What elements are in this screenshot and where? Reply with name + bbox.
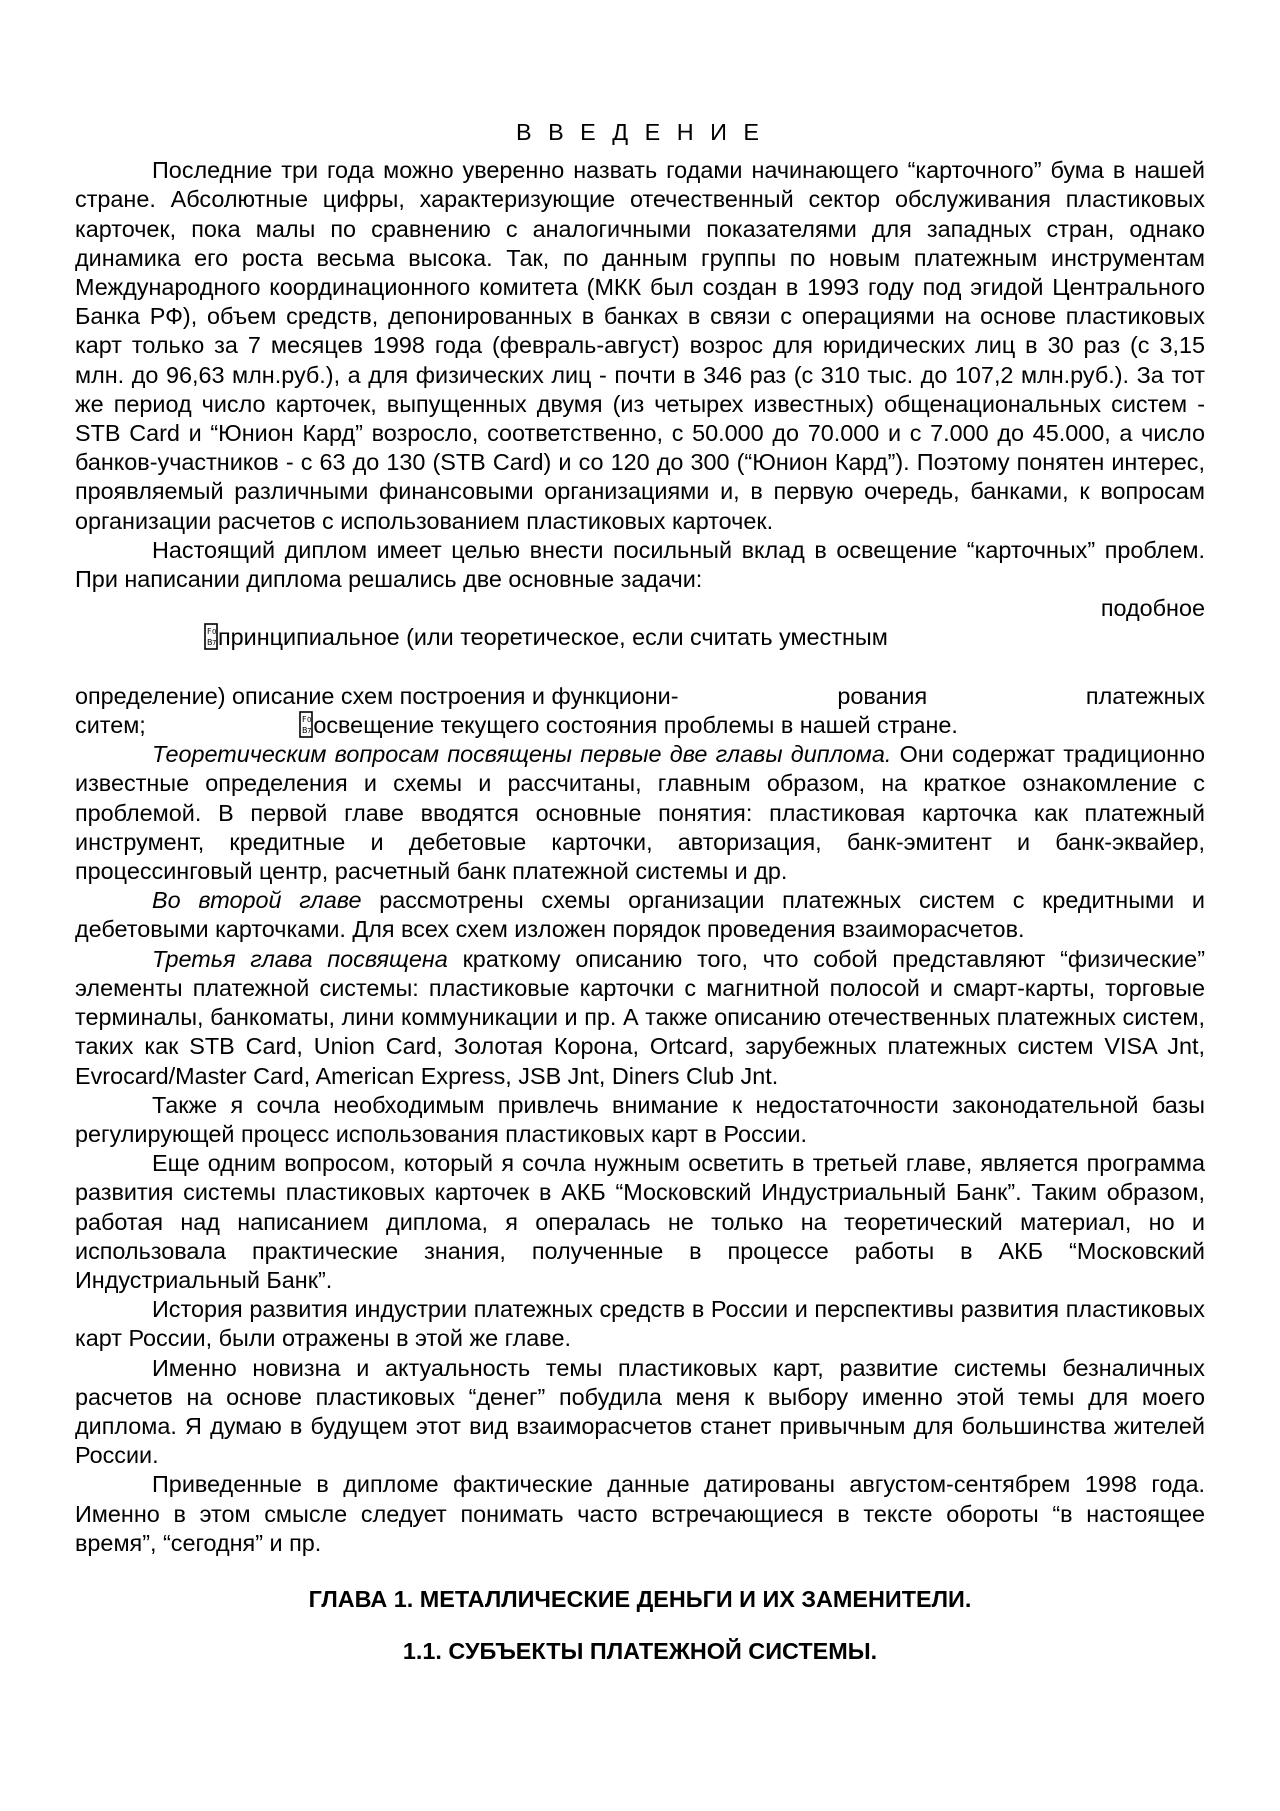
- missing-glyph-icon: [299, 711, 313, 738]
- task-line-3: [75, 711, 1205, 740]
- task-line-2: [75, 682, 1205, 711]
- paragraph-1: Последние три года можно уверенно назвать годами начинающего “карточного” бума в нашей стране. Абсолютные цифры, характеризующие отечественный сектор обслуживания пластиковых карточек, пока малы по сравнению с аналогичными показателями для западных стран, однако динамика его роста весьма высока. Так, по данным группы по новым платежным инструментам Международного координационного комитета (МКК был создан в 1993 году под эгидой Центрального Банка РФ), объем средств, депонированных в банках в связи с операциями на основе пластиковых карт только за 7 месяцев 1998 года (февраль-август) возрос для юридических лиц в 30 раз (с 3,15 млн. до 96,63 млн.руб.), а для физических лиц - почти в 346 раз (с 310 тыс. до 107,2 млн.руб.). За тот же период число карточек, выпущенных двумя (из четырех известных) общенациональных систем - STB Card и “Юнион Кард” возросло, соответственно, с 50.000 до 70.000 и с 7.000 до 45.000, а число банков-участников - с 63 до 130 (STB Card) и со 120 до 300 (“Юнион Кард”). Поэтому понятен интерес, проявляемый различными финансовыми организациями и, в первую очередь, банками, к вопросам организации расчетов с использованием пластиковых карточек.: [75, 157, 1205, 534]
- paragraph-4-lead: Во второй главе: [152, 887, 362, 914]
- task-1-text-f: ситем;: [75, 712, 146, 739]
- svg-text:B: B: [302, 726, 308, 736]
- svg-text:7: 7: [212, 639, 217, 648]
- section-heading: 1.1. СУБЪЕКТЫ ПЛАТЕЖНОЙ СИСТЕМЫ.: [402, 1638, 878, 1665]
- task-1-text-c: определение) описание схем построения и функциони-: [75, 682, 679, 709]
- paragraph-10: Приведенные в дипломе фактические данные датированы августом-сентябрем 1998 года. Именно в этом смысле следует понимать часто встречающиеся в тексте обороты “в настоящее время”, “сегодня” и пр.: [75, 1471, 1205, 1556]
- svg-text:F: F: [207, 627, 212, 637]
- svg-text:0: 0: [212, 628, 217, 637]
- svg-text:0: 0: [307, 716, 312, 725]
- task-list: [75, 594, 1205, 740]
- document-page: [75, 118, 1205, 1666]
- paragraph-7: Еще одним вопросом, который я сочла нужным осветить в третьей главе, является программа развития системы пластиковых карточек в АКБ “Московский Индустриальный Банк”. Таким образом, работая над написанием диплома, я опералась не только на теоретический материал, но и использовала практические знания, полученные в процессе работы в АКБ “Московский Индустриальный Банк”.: [75, 1150, 1205, 1293]
- task-1-text-b: подобное: [1100, 595, 1205, 622]
- paragraph-3-body: Они содержат традиционно известные определения и схемы и рассчитаны, главным образом, на краткое ознакомление с проблемой. В первой главе вводятся основные понятия: пластиковая карточка как платежный инструмент, кредитные и дебетовые карточки, авторизация, банк-эмитент и банк-эквайер, процессинговый центр, расчетный банк платежной системы и др.: [75, 741, 1205, 885]
- paragraph-6: Также я сочла необходимым привлечь внимание к недостаточности законодательной базы регулирующей процесс использования пластиковых карт в России.: [75, 1091, 1205, 1147]
- missing-glyph-icon: [204, 623, 218, 650]
- paragraph-9: Именно новизна и актуальность темы пластиковых карт, развитие системы безналичных расчетов на основе пластиковых “денег” побудила меня к выбору именно этой темы для моего диплома. Я думаю в будущем этот вид взаиморасчетов станет привычным для большинства жителей России.: [75, 1354, 1205, 1469]
- task-1-text-d: рования: [837, 682, 928, 709]
- paragraph-4-body: рассмотрены схемы организации платежных систем с кредитными и дебетовыми карточками. Для всех схем изложен порядок проведения взаиморасчетов.: [75, 887, 1205, 943]
- paragraph-5-body: краткому описанию того, что собой представляют “физические” элементы платежной системы: пластиковые карточки с магнитной полосой и смарт-карты, торговые терминалы, банкоматы, лини коммуникации и пр. А также описанию отечественных платежных систем, таких как STB Card, Union Card, Золотая Корона, Ortcard, зарубежных платежных систем VISA Jnt, Evrocard/Master Card, American Express, JSB Jnt, Diners Club Jnt.: [75, 945, 1205, 1089]
- chapter-heading: ГЛАВА 1. МЕТАЛЛИЧЕСКИЕ ДЕНЬГИ И ИХ ЗАМЕНИТЕЛИ.: [308, 1585, 972, 1612]
- paragraph-3-lead: Теоретическим вопросам посвящены первые две главы диплома.: [152, 741, 892, 768]
- paragraph-4: [75, 886, 1205, 944]
- paragraph-8: История развития индустрии платежных средств в России и перспективы развития пластиковых карт России, были отражены в этой же главе.: [75, 1296, 1205, 1352]
- task-1-text-a: принципиальное (или теоретическое, если считать уместным: [218, 624, 888, 651]
- task-2-text: освещение текущего состояния проблемы в нашей стране.: [313, 712, 958, 739]
- paragraph-5-lead: Третья глава посвящена: [152, 945, 448, 972]
- svg-text:7: 7: [307, 727, 312, 736]
- task-1-text-e: платежных: [1085, 682, 1205, 709]
- paragraph-5: [75, 945, 1205, 1091]
- paragraph-2: Настоящий диплом имеет целью внести посильный вклад в освещение “карточных” проблем. При написании диплома решались две основные задачи:: [75, 536, 1205, 593]
- task-line-1: [75, 594, 1205, 682]
- page-title: В В Е Д Е Н И Е: [515, 119, 765, 145]
- svg-text:F: F: [302, 715, 307, 725]
- paragraph-3: [75, 740, 1205, 886]
- svg-text:B: B: [207, 638, 213, 648]
